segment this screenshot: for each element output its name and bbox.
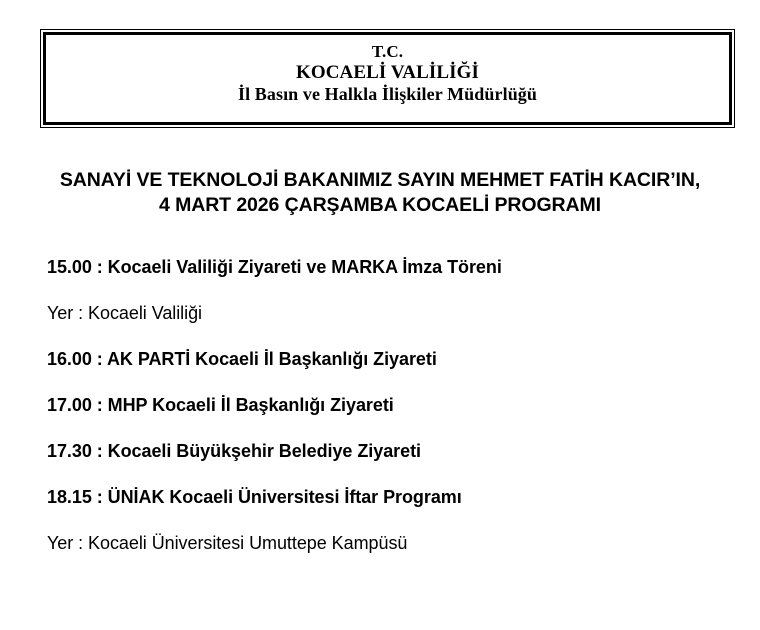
letterhead-line-governorship: KOCAELİ VALİLİĞİ <box>295 61 480 83</box>
page-title <box>0 168 760 218</box>
schedule-entry-text: 18.15 : ÜNİAK Kocaeli Üniversitesi İftar Programı <box>47 487 462 507</box>
schedule-entry-text: Yer : Kocaeli Valiliği <box>47 303 202 323</box>
schedule-entry <box>47 440 737 486</box>
schedule-entry-text: 17.30 : Kocaeli Büyükşehir Belediye Ziyareti <box>47 441 421 461</box>
schedule-entry-text: 16.00 : AK PARTİ Kocaeli İl Başkanlığı Ziyareti <box>47 349 437 369</box>
page-title-line-1: SANAYİ VE TEKNOLOJİ BAKANIMIZ SAYIN MEHMET FATİH KACIR’IN, <box>59 169 701 191</box>
schedule-entry <box>47 532 737 578</box>
page-title-line-2: 4 MART 2026 ÇARŞAMBA KOCAELİ PROGRAMI <box>159 194 601 216</box>
schedule-entry-text: 17.00 : MHP Kocaeli İl Başkanlığı Ziyareti <box>47 395 394 415</box>
schedule-entry <box>47 486 737 532</box>
letterhead-box <box>40 29 735 128</box>
schedule-entry <box>47 348 737 394</box>
schedule-entry-text: 15.00 : Kocaeli Valiliği Ziyareti ve MARKA İmza Töreni <box>47 257 502 277</box>
letterhead-line-republic: T.C. <box>371 42 404 61</box>
letterhead-inner-box <box>43 32 732 125</box>
schedule-list <box>47 256 737 578</box>
schedule-entry <box>47 256 737 302</box>
letterhead-line-department: İl Basın ve Halkla İlişkiler Müdürlüğü <box>237 83 538 104</box>
schedule-entry <box>47 302 737 348</box>
schedule-entry-text: Yer : Kocaeli Üniversitesi Umuttepe Kampüsü <box>47 533 408 553</box>
schedule-entry <box>47 394 737 440</box>
